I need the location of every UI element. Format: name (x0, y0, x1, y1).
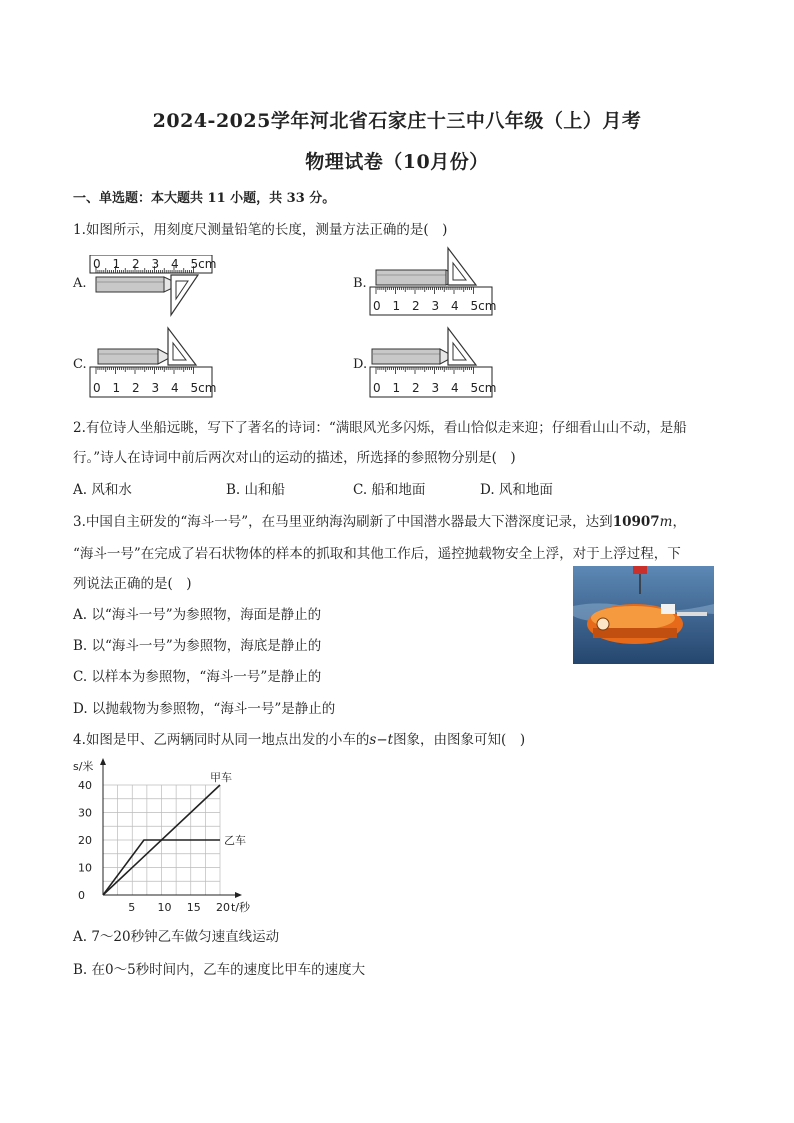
q2-option-c: C. 船和地面 (353, 482, 426, 498)
q4-stem-text: 4.如图是甲、乙两辆同时从同一地点出发的小车的 (73, 732, 370, 748)
ruler-number: 5cm (470, 381, 497, 395)
q3-depth-value: 10907 (612, 514, 660, 530)
q3-stem-text: 3.中国自主研发的“海斗一号”，在马里亚纳海沟刷新了中国潜水器最大下潜深度记录，达到 (73, 514, 613, 530)
ruler-number: 3 (151, 257, 160, 271)
y-tick-label: 40 (78, 779, 92, 792)
submersible-photo (573, 566, 714, 664)
y-tick-label: 30 (78, 806, 92, 820)
ruler-number: 0 (373, 299, 381, 313)
q3-option-c: C. 以样本为参照物，“海斗一号”是静止的 (73, 669, 322, 685)
ruler-number: 5cm (470, 299, 497, 313)
q4-option-a: A. 7～20秒钟乙车做匀速直线运动 (73, 929, 280, 945)
ruler-number: 4 (171, 381, 179, 395)
q1-option-b-label: B. (353, 276, 367, 291)
q4-option-b: B. 在0～5秒时间内，乙车的速度比甲车的速度大 (73, 962, 366, 978)
q2-option-a: A. 风和水 (73, 482, 132, 498)
ruler-number: 5cm (190, 381, 217, 395)
ruler-number: 5cm (190, 257, 217, 271)
ruler-number: 2 (412, 299, 420, 313)
ruler-number: 3 (151, 381, 160, 395)
y-axis-label: s/米 (73, 760, 94, 773)
q4-stem (73, 728, 525, 748)
series-label-jia: 甲车 (210, 771, 232, 784)
q3-option-a: A. 以“海斗一号”为参照物，海面是静止的 (73, 607, 322, 623)
ruler-number: 4 (171, 257, 179, 271)
section-heading: 一、单选题：本大题共 11 小题，共 33 分。 (73, 191, 336, 206)
q2-option-b: B. 山和船 (226, 482, 286, 498)
x-axis-label: t/秒 (231, 901, 251, 914)
x-tick-label: 10 (157, 901, 172, 914)
q3-stem-comma: ， (672, 514, 686, 530)
x-tick-label: 5 (128, 901, 136, 914)
q1-option-d-figure (368, 325, 503, 400)
q2-option-d: D. 风和地面 (480, 482, 553, 498)
ruler-number: 3 (431, 381, 440, 395)
x-axis-arrow (235, 892, 242, 898)
ruler-number: 1 (112, 257, 121, 271)
ruler-number: 0 (93, 381, 101, 395)
paper-subtitle: 物理试卷（10月份） (305, 151, 489, 173)
q2-stem-line1: 2.有位诗人坐船远眺，写下了著名的诗词：“满眼风光多闪烁，看山恰似走来迎；仔细看山山不动，是船 (73, 420, 687, 436)
ruler-number: 4 (451, 299, 459, 313)
ruler-number: 1 (392, 381, 401, 395)
ruler-number: 2 (412, 381, 420, 395)
q4-stem-var: s−t (369, 732, 394, 748)
q1-option-a-label: A. (73, 276, 87, 291)
x-tick-label: 20 (216, 901, 230, 914)
q3-stem-line2: “海斗一号”在完成了岩石状物体的样本的抓取和其他工作后，遥控抛载物安全上浮，对于上浮过程，下 (73, 546, 681, 562)
series-label-yi: 乙车 (224, 834, 246, 847)
q1-option-d-label: D. (353, 357, 368, 372)
ruler-number: 0 (373, 381, 381, 395)
y-tick-label: 0 (78, 889, 85, 902)
q1-stem: 1.如图所示，用刻度尺测量铅笔的长度，测量方法正确的是( ) (73, 222, 448, 238)
x-tick-label: 15 (186, 901, 201, 914)
ruler-number: 2 (132, 381, 140, 395)
ruler-number: 2 (132, 257, 140, 271)
q3-depth-unit: m (659, 514, 673, 530)
q1-option-c-label: C. (73, 357, 87, 372)
q3-stem-line3: 列说法正确的是( ) (73, 576, 192, 592)
y-tick-label: 20 (78, 834, 92, 847)
ruler-number: 1 (392, 299, 401, 313)
ruler-number: 4 (451, 381, 459, 395)
q3-option-d: D. 以抛载物为参照物，“海斗一号”是静止的 (73, 701, 336, 717)
q3-stem-line1 (73, 510, 686, 530)
q1-option-b-figure (368, 243, 503, 318)
st-chart (70, 757, 270, 919)
ruler-number: 3 (431, 299, 440, 313)
q3-option-b: B. 以“海斗一号”为参照物，海底是静止的 (73, 638, 322, 654)
q4-stem-end: 图象，由图象可知( ) (393, 732, 526, 748)
q2-stem-line2: 行。”诗人在诗词中前后两次对山的运动的描述，所选择的参照物分别是( ) (73, 450, 516, 466)
q1-option-c-figure (88, 325, 223, 400)
y-tick-label: 10 (78, 861, 92, 875)
ruler-number: 0 (93, 257, 101, 271)
ruler-number: 1 (112, 381, 121, 395)
q1-option-a-figure (88, 255, 223, 320)
y-axis-arrow (100, 758, 106, 765)
paper-title: 2024-2025学年河北省石家庄十三中八年级（上）月考 (152, 110, 642, 132)
